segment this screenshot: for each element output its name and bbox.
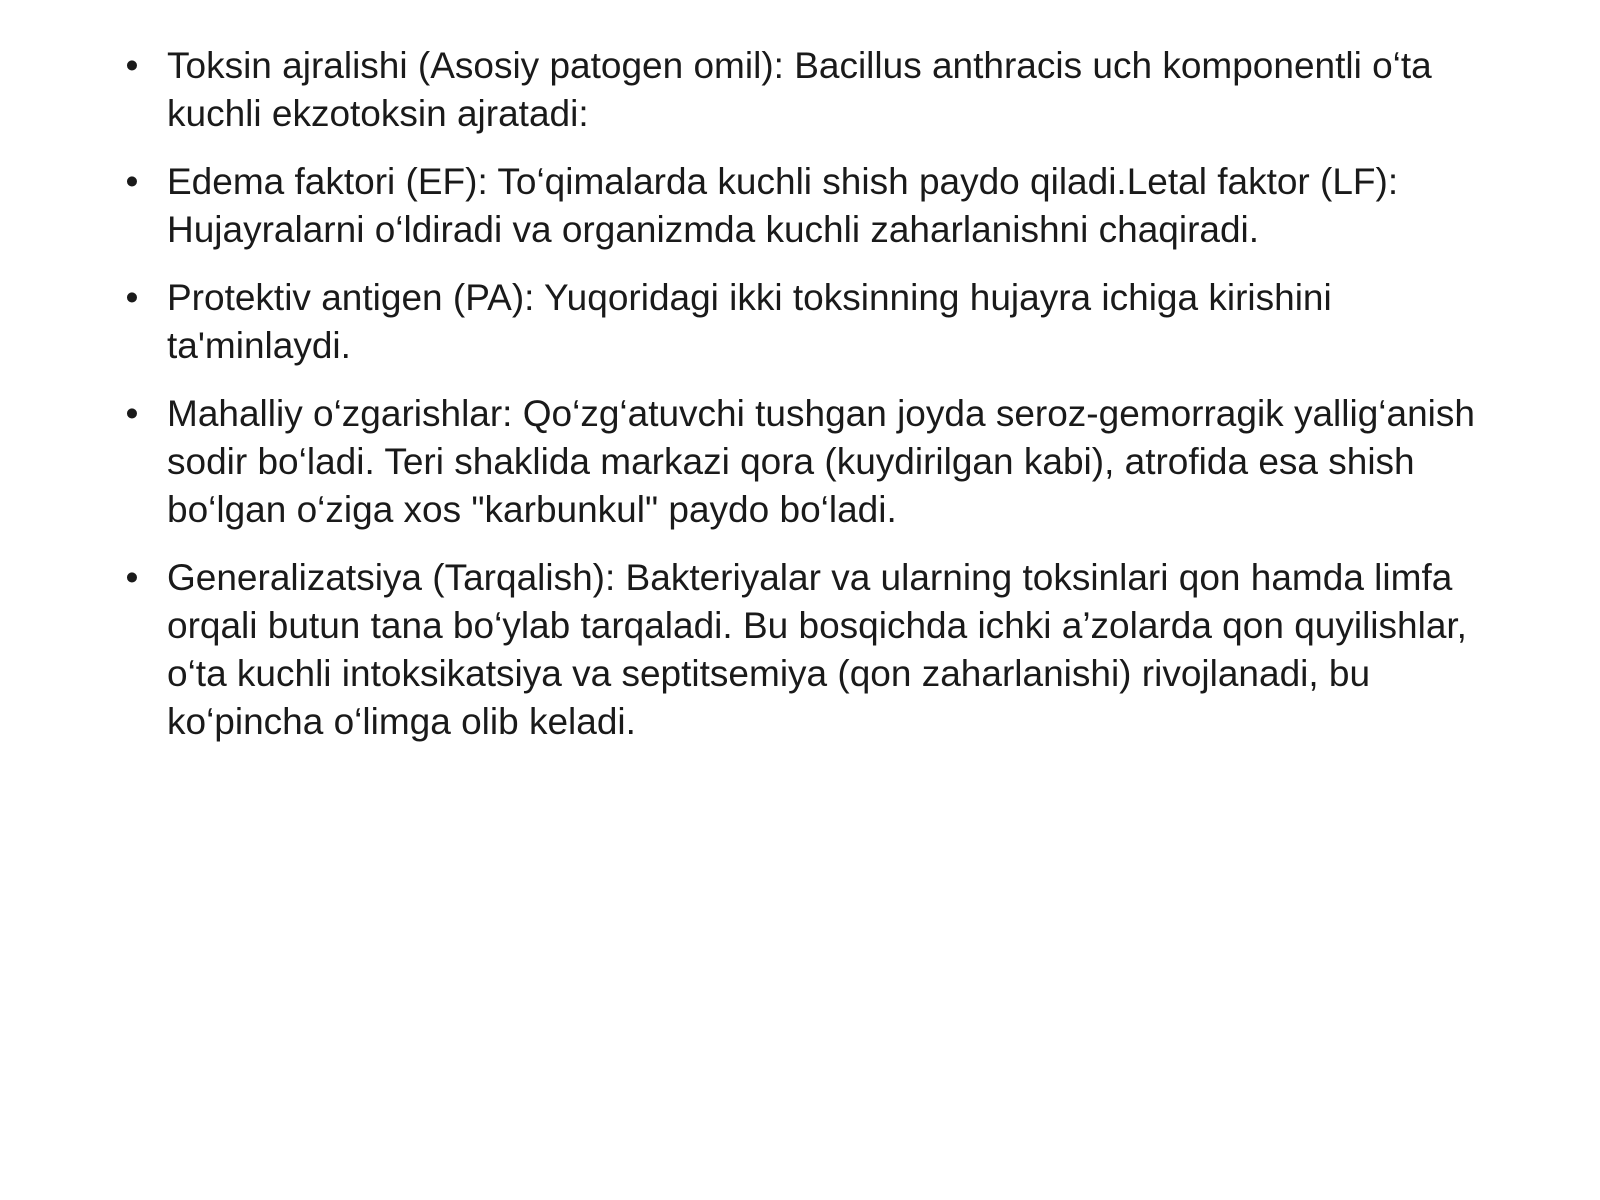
bullet-item-edema-factor [122, 158, 1482, 254]
bullet-dot-icon: • [125, 45, 139, 86]
bullet-text: Protektiv antigen (PA): Yuqoridagi ikki toksinning hujayra ichiga kirishini ta'minlaydi. [167, 277, 1332, 366]
bullet-item-toxin-release [122, 42, 1482, 138]
bullet-dot-icon: • [125, 161, 139, 202]
bullet-item-local-changes [122, 390, 1482, 534]
bullet-item-protective-antigen [122, 274, 1482, 370]
bullet-dot-icon: • [125, 393, 139, 434]
bullet-text: Mahalliy o‘zgarishlar: Qo‘zg‘atuvchi tushgan joyda seroz-gemorragik yallig‘anish sodir bo‘ladi. Teri shaklida markazi qora (kuydirilgan kabi), atrofida esa shish bo‘lgan o‘ziga xos "karbunkul" paydo bo‘ladi. [167, 393, 1475, 530]
bullet-item-generalization [122, 554, 1482, 746]
bullet-dot-icon: • [125, 277, 139, 318]
bullet-list [122, 42, 1482, 766]
bullet-text: Edema faktori (EF): To‘qimalarda kuchli shish paydo qiladi.Letal faktor (LF): Hujayralarni o‘ldiradi va organizmda kuchli zaharlanishni chaqiradi. [167, 161, 1399, 250]
bullet-dot-icon: • [125, 557, 139, 598]
bullet-text: Generalizatsiya (Tarqalish): Bakteriyalar va ularning toksinlari qon hamda limfa orqali butun tana bo‘ylab tarqaladi. Bu bosqichda ichki a’zolarda qon quyilishlar, o‘ta kuchli intoksikatsiya va septitsemiya (qon zaharlanishi) rivojlanadi, bu ko‘pincha o‘limga olib keladi. [167, 557, 1467, 742]
bullet-text: Toksin ajralishi (Asosiy patogen omil): Bacillus anthracis uch komponentli o‘ta kuchli ekzotoksin ajratadi: [167, 45, 1432, 134]
